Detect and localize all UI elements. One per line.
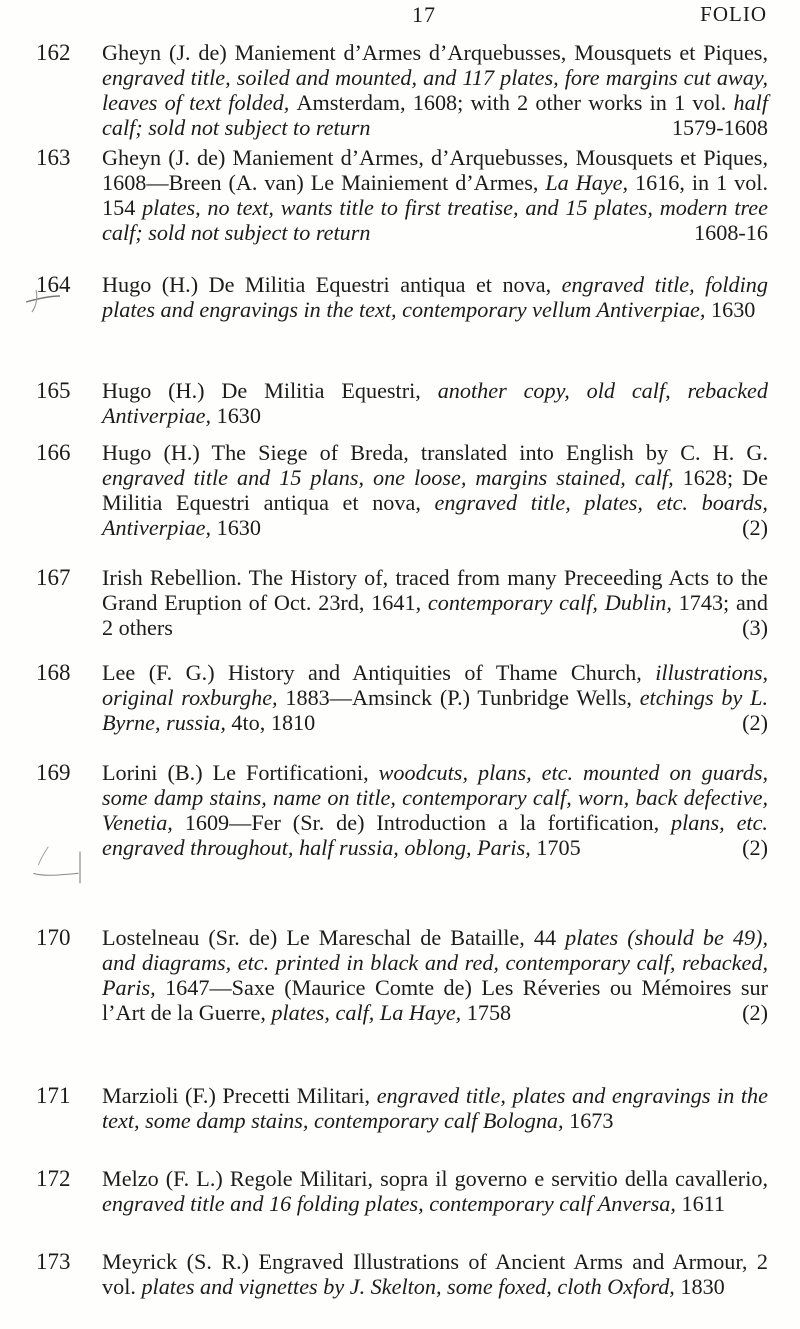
folio-label: FOLIO (700, 2, 767, 26)
lot-number: 163 (36, 145, 71, 170)
entry-date: 1608-16 (694, 220, 768, 245)
entry-description (102, 145, 768, 245)
description-segment: plates (should be 49), and diagrams, etc. printed in black and red, contemporary calf, rebacked, Paris, (102, 925, 768, 1000)
pencil-mark-169 (20, 840, 100, 890)
lot-number: 171 (36, 1083, 71, 1108)
entry-description (102, 40, 768, 140)
entry-date: 1579-1608 (671, 115, 768, 140)
description-segment: contemporary calf, Dublin, (427, 590, 679, 615)
description-segment: 1705 (536, 835, 581, 860)
description-segment: woodcuts, plans, etc. mounted on guards, some damp stains, name on title, contemporary calf, worn, back defective, Venetia, (102, 760, 769, 835)
lot-number: 165 (36, 378, 71, 403)
description-segment: engraved title, soiled and mounted, and 117 plates, fore margins cut away, leaves of text folded, (102, 65, 768, 115)
description-segment: Irish Rebellion. The History of, traced from many Preceeding Acts to the Grand Eruption of Oct. 23rd, 1641, (102, 565, 768, 615)
entry-date: (2) (742, 710, 768, 735)
description-segment: Gheyn (J. de) Maniement d’Armes d’Arquebusses, Mousquets et Piques, (102, 40, 768, 65)
entry-description (102, 1249, 768, 1299)
description-segment: Lee (F. G.) History and Antiquities of Thame Church, (102, 660, 656, 685)
description-segment: engraved title, folding plates and engravings in the text, contemporary vellum Antiverpiae, (102, 272, 768, 322)
description-segment: 1743; and 2 others (102, 590, 768, 640)
entry-date: (3) (742, 615, 768, 640)
entry-description (102, 1083, 768, 1133)
entry-description (102, 925, 768, 1025)
entry-description (102, 1166, 768, 1216)
description-segment: 1758 (466, 1000, 512, 1025)
lot-number: 166 (36, 440, 71, 465)
description-segment: plans, etc. engraved throughout, half russia, oblong, Paris, (102, 810, 768, 860)
entry-description (102, 660, 768, 735)
lot-number: 172 (36, 1166, 71, 1191)
entry-description (102, 565, 768, 640)
description-segment: Lostelneau (Sr. de) Le Mareschal de Bataille, 44 (102, 925, 566, 950)
description-segment: Lorini (B.) Le Fortificationi, (102, 760, 379, 785)
description-segment: 1647—Saxe (Maurice Comte de) Les Réveries ou Mémoires sur l’Art de la Guerre, (102, 975, 768, 1025)
description-segment: Amsterdam, 1608; with 2 other works in 1 vol. (296, 90, 734, 115)
entry-date: (2) (742, 1000, 768, 1025)
description-segment: engraved title, plates, etc. boards, Antiverpiae, (102, 490, 768, 540)
description-segment: Melzo (F. L.) Regole Militari, sopra il governo e servitio della cavallerio, (102, 1166, 768, 1191)
description-segment: 1609—Fer (Sr. de) Introduction a la fortification, (184, 810, 672, 835)
entry-description (102, 378, 768, 428)
description-segment: 1883—Amsinck (P.) Tunbridge Wells, (285, 685, 640, 710)
lot-number: 168 (36, 660, 71, 685)
lot-number: 162 (36, 40, 71, 65)
description-segment: engraved title and 16 folding plates, contemporary calf Anversa, (102, 1191, 682, 1216)
description-segment: etchings by L. Byrne, russia, (102, 685, 768, 735)
description-segment: engraved title, plates and engravings in the text, some damp stains, contemporary calf Bologna, (102, 1083, 768, 1133)
entry-description (102, 760, 768, 860)
description-segment: Marzioli (F.) Precetti Militari, (102, 1083, 377, 1108)
lot-number: 169 (36, 760, 71, 785)
description-segment: 1611 (681, 1191, 726, 1216)
description-segment: Meyrick (S. R.) Engraved Illustrations of Ancient Arms and Armour, 2 vol. (102, 1249, 768, 1299)
entry-description (102, 440, 768, 540)
description-segment: 1830 (680, 1274, 725, 1299)
description-segment: 1673 (569, 1108, 614, 1133)
description-segment: 1630 (711, 297, 756, 322)
description-segment: La Haye, (545, 170, 636, 195)
description-segment: plates and vignettes by J. Skelton, some foxed, cloth Oxford, (141, 1274, 681, 1299)
description-segment: illustrations, original roxburghe, (102, 660, 768, 710)
description-segment: engraved title and 15 plans, one loose, margins stained, calf, (102, 465, 683, 490)
description-segment: Gheyn (J. de) Maniement d’Armes, d’Arquebusses, Mousquets et Piques, 1608—Breen (A. van) Le Mainiement d’Armes, (102, 145, 768, 195)
pencil-mark-164 (20, 268, 100, 318)
lot-number: 164 (36, 272, 71, 297)
description-segment: plates, calf, La Haye, (271, 1000, 467, 1025)
description-segment: 1628; De Militia Equestri antiqua et nova, (102, 465, 768, 515)
description-segment: 1630 (216, 403, 261, 428)
description-segment: half calf; sold not subject to return (102, 90, 768, 140)
description-segment: plates, no text, wants title to first treatise, and 15 plates, modern tree calf; sold not subject to return (102, 195, 768, 245)
entry-description (102, 272, 768, 322)
entry-date: (2) (742, 835, 768, 860)
description-segment: another copy, old calf, rebacked Antiverpiae, (102, 378, 768, 428)
description-segment: 1630 (216, 515, 261, 540)
entry-date: (2) (742, 515, 768, 540)
lot-number: 173 (36, 1249, 71, 1274)
lot-number: 167 (36, 565, 71, 590)
description-segment: Hugo (H.) The Siege of Breda, translated into English by C. H. G. (102, 440, 768, 465)
description-segment: Hugo (H.) De Militia Equestri antiqua et nova, (102, 272, 562, 297)
description-segment: 1616, in 1 vol. 154 (102, 170, 768, 220)
page-number: 17 (412, 2, 436, 27)
description-segment: Hugo (H.) De Militia Equestri, (102, 378, 438, 403)
page-header (0, 0, 800, 40)
description-segment: 4to, 1810 (231, 710, 316, 735)
lot-number: 170 (36, 925, 71, 950)
